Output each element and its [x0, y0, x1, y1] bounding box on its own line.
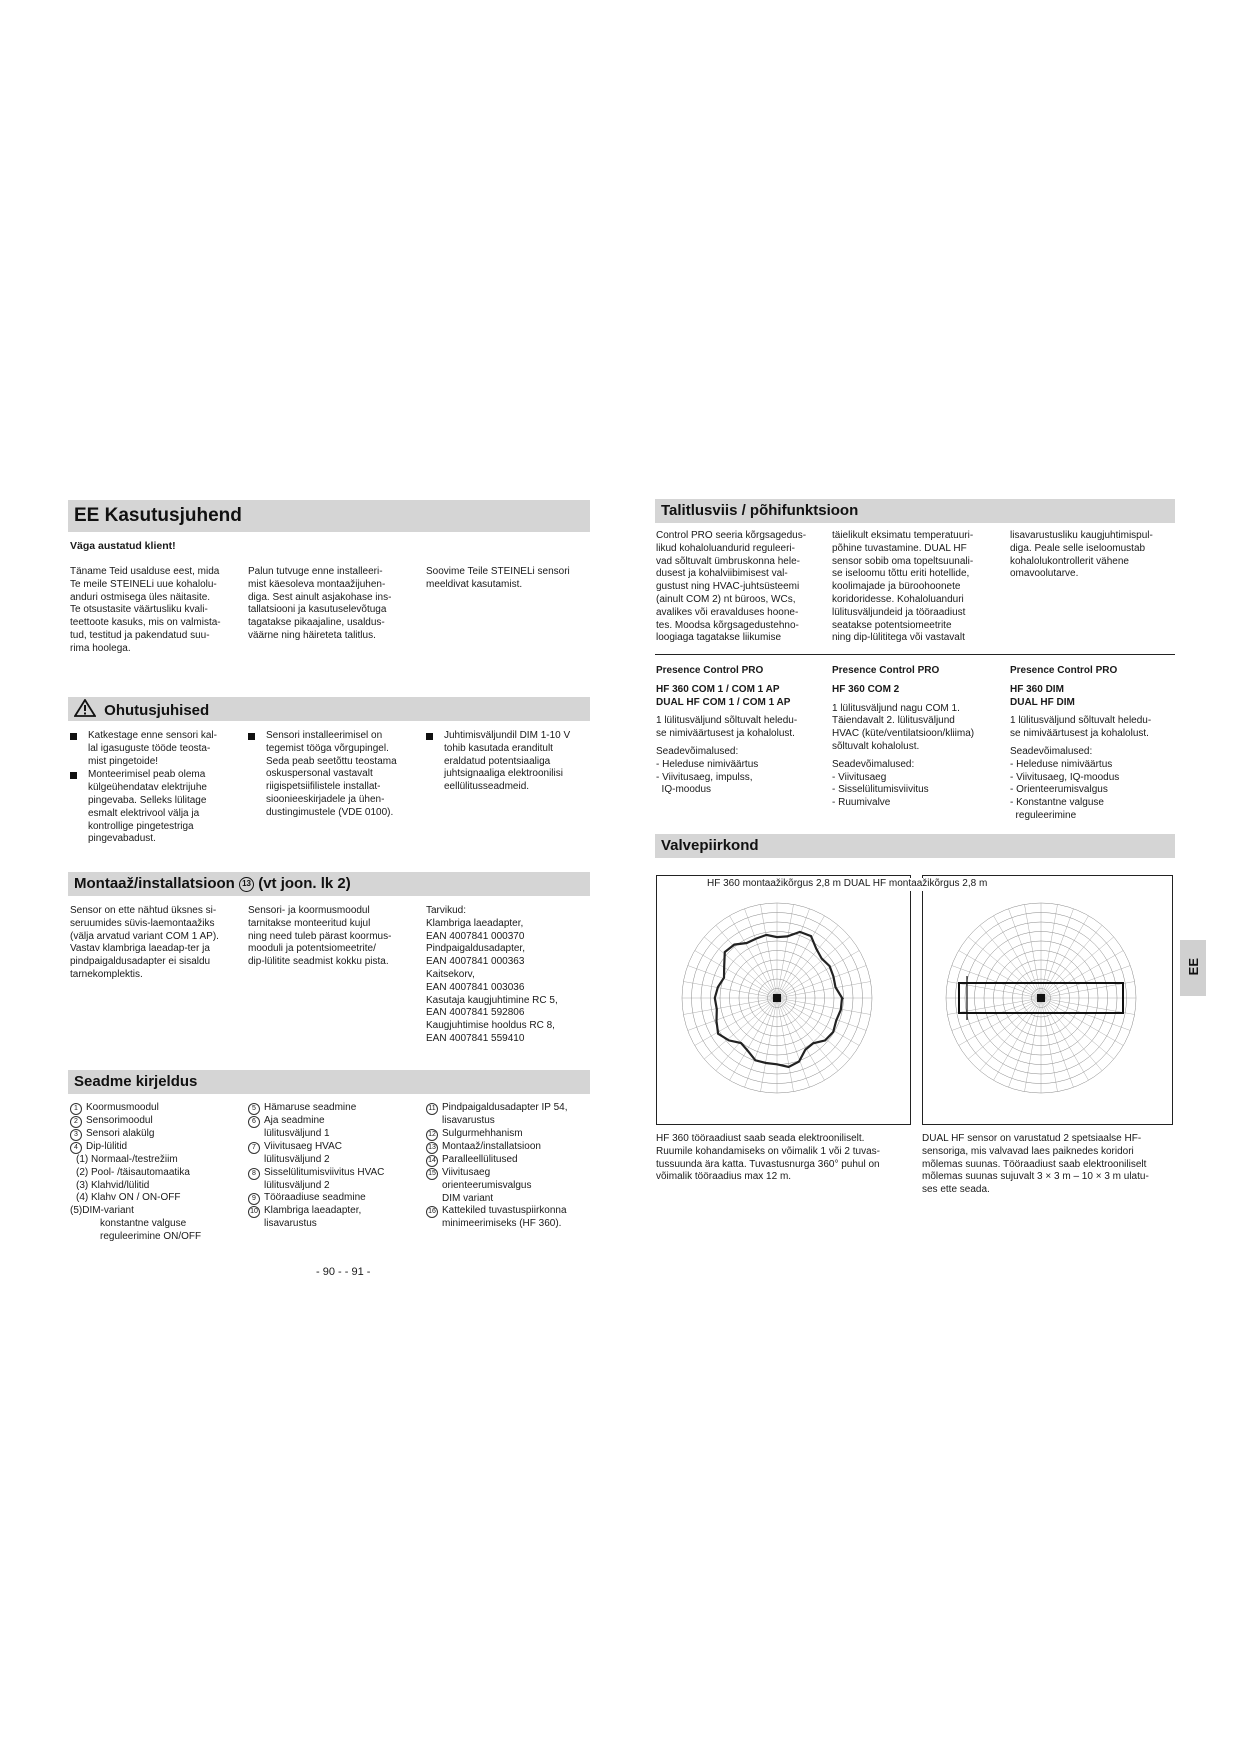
accessories-label: Tarvikud:	[426, 905, 467, 916]
detection-caption: HF 360 montaažikõrgus 2,8 m DUAL HF montaažikõrgus 2,8 m	[707, 878, 988, 889]
text-line: seatakse potentsiomeetrite	[832, 619, 952, 631]
variant-col-3	[1010, 665, 1182, 823]
text-line: juhtsignaaliga elektroonilisi	[444, 768, 563, 780]
text-line: tegemist tööga võrgupingel.	[266, 742, 389, 754]
text-line: võimalik tööraadius max 12 m.	[656, 1171, 792, 1183]
text-line: sõltuvalt kohalolust.	[832, 740, 920, 752]
hf360-diagram-box	[656, 875, 911, 1125]
item-number: 14	[426, 1155, 438, 1167]
description-item	[70, 1115, 242, 1128]
item-number: 15	[426, 1168, 438, 1180]
settings-item: IQ-moodus	[656, 784, 712, 796]
item-label: DIM variant	[442, 1192, 494, 1204]
warning-icon	[74, 699, 96, 723]
text-line: pingevabadust.	[88, 833, 156, 845]
text-line: omavoolutarve.	[1010, 568, 1079, 580]
intro-col-3	[426, 566, 596, 592]
item-label: Sisselülitumisviivitus HVAC	[264, 1166, 385, 1178]
sensor-marker	[773, 994, 781, 1002]
description-item	[70, 1218, 242, 1231]
accessory-line: Kasutaja kaugjuhtimine RC 5,	[426, 994, 558, 1006]
description-item	[70, 1192, 242, 1205]
description-item	[248, 1128, 420, 1141]
hf360-polar-diagram	[657, 876, 910, 1124]
safety-col-3	[426, 730, 596, 795]
description-item	[248, 1205, 420, 1218]
function-col-2	[832, 530, 1004, 645]
text-line: lal igasuguste tööde teosta-	[88, 742, 211, 754]
text-line: pingevaba. Selleks lülitage	[88, 794, 207, 806]
install-col-1	[70, 905, 242, 982]
intro-col-1	[70, 566, 240, 656]
variant-col-2	[832, 665, 1004, 810]
text-line: Sensor on ette nähtud üksnes si-	[70, 905, 217, 916]
text-line: tussuunda ära katta. Tuvastusnurga 360° puhul on	[656, 1158, 880, 1170]
item-number: 2	[70, 1116, 82, 1128]
settings-item: - Viivitusaeg	[832, 771, 887, 783]
language-tab: EE	[1180, 940, 1206, 996]
text-line: anduri ostmisega üles näitasite.	[70, 591, 211, 603]
text-line: teettoote kasuks, mis on valmista-	[70, 617, 221, 629]
variant-model: HF 360 COM 1 / COM 1 AP	[656, 683, 780, 695]
item-number: 10	[248, 1206, 260, 1218]
description-item	[70, 1231, 242, 1244]
text-line: ning need tuleb pärast koormus-	[248, 930, 392, 942]
text-line: kontrollige pingetestriga	[88, 820, 194, 832]
text-line: Sensori installeerimisel on	[266, 730, 383, 741]
description-item	[248, 1167, 420, 1180]
description-item	[426, 1102, 598, 1115]
item-label: minimeerimiseks (HF 360).	[442, 1218, 562, 1230]
item-label: (4) Klahv ON / ON-OFF	[76, 1192, 181, 1204]
settings-label: Seadevõimalused:	[656, 745, 739, 757]
install-col-3	[426, 905, 598, 1046]
item-label: Klambriga laeadapter,	[264, 1205, 362, 1217]
item-number: 1	[70, 1103, 82, 1115]
item-label: Montaaž/installatsioon	[442, 1140, 541, 1152]
description-item	[70, 1102, 242, 1115]
description-item	[426, 1128, 598, 1141]
text-line: Te otsustasite väärtusliku kvali-	[70, 604, 208, 616]
description-item	[70, 1205, 242, 1218]
function-col-3	[1010, 530, 1182, 581]
variant-series: Presence Control PRO	[1010, 665, 1118, 676]
text-line: se nimiväärtusest ja kohalolust.	[1010, 728, 1149, 740]
accessory-line: EAN 4007841 592806	[426, 1007, 525, 1019]
text-line: Soovime Teile STEINELi sensori	[426, 566, 570, 577]
description-item	[426, 1218, 598, 1231]
accessory-line: Pindpaigaldusadapter,	[426, 943, 525, 955]
text-line: eraldatud potentsiaaliga	[444, 755, 551, 767]
text-line: HF 360 tööraadiust saab seada elektrooniliselt.	[656, 1133, 865, 1144]
text-line: Katkestage enne sensori kal-	[88, 730, 217, 741]
description-item	[426, 1193, 598, 1206]
text-line: Monteerimisel peab olema	[88, 769, 206, 781]
safety-item	[70, 730, 240, 768]
install-figure-number: 13	[239, 877, 254, 892]
text-line: koolimajade ja büroohoonete	[832, 581, 961, 593]
text-line: tagatakse pikaajaline, usaldus-	[248, 617, 385, 629]
text-line: täielikult eksimatu temperatuuri-	[832, 530, 974, 541]
install-col-2	[248, 905, 420, 969]
function-header: Talitlusviis / põhifunktsioon	[655, 499, 1175, 523]
text-line: mõlemas suunas sujuvalt 3 × 3 m – 10 × 3 m ulatu-	[922, 1171, 1149, 1183]
item-label: Sensorimoodul	[86, 1115, 153, 1126]
item-indent	[248, 1128, 264, 1141]
text-line: dip-lülitite seadmist kokku pista.	[248, 956, 389, 968]
text-line: tarnitakse monteeritud kujul	[248, 917, 371, 929]
variant-series: Presence Control PRO	[832, 665, 940, 676]
text-line: tud, testitud ja pakendatud suu-	[70, 629, 210, 641]
item-number: 9	[248, 1193, 260, 1205]
settings-item: - Heleduse nimiväärtus	[1010, 758, 1113, 770]
text-line: Palun tutvuge enne installeeri-	[248, 566, 383, 577]
description-item	[248, 1154, 420, 1167]
item-label: lülitusväljund 1	[264, 1128, 330, 1139]
text-line: Seda peab seetõttu teostama	[266, 755, 397, 767]
item-label: Aja seadmine	[264, 1115, 325, 1126]
text-line: Te meile STEINELi uue kohalolu-	[70, 578, 217, 590]
text-line: Ruumile kohandamiseks on võimalik 1 või 2 tuvas-	[656, 1145, 880, 1157]
text-line: lülitusväljundeid ja tööraadiust	[832, 606, 966, 618]
item-label: lisavarustus	[264, 1218, 317, 1230]
dualhf-polar-diagram	[923, 876, 1172, 1124]
accessory-line: EAN 4007841 000370	[426, 930, 525, 942]
text-line: vad sõltuvalt ümbruskonna hele-	[656, 555, 800, 567]
item-label: (5)DIM-variant	[70, 1205, 134, 1217]
description-item	[70, 1128, 242, 1141]
item-label: Pindpaigaldusadapter IP 54,	[442, 1102, 568, 1113]
text-line: mõlemas suunas. Tööraadiust saab elektrooniliselt	[922, 1158, 1147, 1170]
left-title: EE Kasutusjuhend	[68, 500, 590, 532]
page-numbers: - 90 - - 91 -	[316, 1266, 371, 1278]
settings-item: - Sisselülitumisviivitus	[832, 784, 929, 796]
settings-label: Seadevõimalused:	[1010, 745, 1093, 757]
description-item	[426, 1167, 598, 1180]
item-number: 8	[248, 1168, 260, 1180]
safety-item	[426, 730, 596, 794]
text-line: loogiaga tagatakse liikumise	[656, 632, 782, 644]
item-label: lisavarustus	[442, 1115, 495, 1126]
description-item	[70, 1167, 242, 1180]
accessory-line: EAN 4007841 000363	[426, 956, 525, 968]
description-item	[248, 1141, 420, 1154]
item-number: 7	[248, 1142, 260, 1154]
text-line: sioonieeskirjadele ja ühen-	[266, 793, 385, 805]
variant-col-1	[656, 665, 828, 797]
text-line: mist pingetoide!	[88, 755, 159, 767]
text-line: diga. Sest ainult asjakohase ins-	[248, 591, 392, 603]
text-line: se iseloomu tõttu eriti hotellide,	[832, 568, 970, 580]
description-item	[426, 1180, 598, 1193]
item-label: (1) Normaal-/testrežiim	[76, 1154, 178, 1165]
item-label: Koormusmoodul	[86, 1102, 159, 1113]
item-label: reguleerimine ON/OFF	[100, 1230, 202, 1242]
settings-item: - Ruumivalve	[832, 797, 891, 809]
text-line: riigispetsiifilistele installat-	[266, 781, 381, 793]
text-line: tallatsiooni ja kasutuselevõtuga	[248, 604, 387, 616]
text-line: 1 lülitusväljund sõltuvalt heledu-	[1010, 715, 1152, 727]
description-item	[426, 1205, 598, 1218]
text-line: lisavarustusliku kaugjuhtimispul-	[1010, 530, 1153, 541]
item-number: 13	[426, 1142, 438, 1154]
greeting: Väga austatud klient!	[70, 540, 176, 552]
text-line: sensor sobib oma topeltsuunali-	[832, 555, 974, 567]
description-col-1	[70, 1102, 242, 1244]
detection-header: Valvepiirkond	[655, 834, 1175, 858]
text-line: esmalt elektrivool välja ja	[88, 807, 200, 819]
text-line: Vastav klambriga laeadap-ter ja	[70, 943, 210, 955]
item-label: orienteerumisvalgus	[442, 1179, 532, 1191]
text-line: avalikes või eravalduses hoone-	[656, 606, 799, 618]
safety-item	[248, 730, 418, 820]
text-line: pindpaigaldusadapter ei sisaldu	[70, 956, 211, 968]
safety-header: Ohutusjuhised	[68, 697, 590, 721]
text-line: (välja arvatud variant COM 1 AP).	[70, 930, 219, 942]
text-line: kohalolukontrollerit vähene	[1010, 555, 1129, 567]
description-item	[248, 1115, 420, 1128]
item-label: (2) Pool- /täisautomaatika	[76, 1166, 190, 1178]
accessory-line: EAN 4007841 559410	[426, 1032, 525, 1044]
item-label: Kattekiled tuvastuspiirkonna	[442, 1205, 567, 1217]
text-line: tes. Moodsa kõrgsagedustehno-	[656, 619, 799, 631]
text-line: diga. Peale selle iseloomustab	[1010, 542, 1146, 554]
variant-model: DUAL HF DIM	[1010, 696, 1075, 708]
settings-item: - Viivitusaeg, IQ-moodus	[1010, 771, 1120, 783]
safety-item	[70, 769, 240, 846]
item-label: konstantne valguse	[100, 1217, 187, 1229]
text-line: eellülitusseadmeid.	[444, 781, 530, 793]
text-line: seruumides süvis-laemontaažiks	[70, 917, 215, 929]
settings-label: Seadevõimalused:	[832, 758, 915, 770]
item-indent	[248, 1180, 264, 1193]
text-line: se nimiväärtusest ja kohalolust.	[656, 728, 795, 740]
text-line: koridoridesse. Kohaloluanduri	[832, 593, 964, 605]
settings-item: - Heleduse nimiväärtus	[656, 758, 759, 770]
text-line: sensoriga, mis valvavad laes paiknedes koridori	[922, 1145, 1134, 1157]
description-item	[70, 1154, 242, 1167]
text-line: Täiendavalt 2. lülitusväljund	[832, 715, 955, 727]
item-indent	[248, 1218, 264, 1231]
description-item	[426, 1154, 598, 1167]
item-label: Sensori alakülg	[86, 1128, 155, 1139]
settings-item: - Konstantne valguse	[1010, 797, 1104, 809]
item-label: Viivitusaeg	[442, 1166, 491, 1178]
variant-model: DUAL HF COM 1 / COM 1 AP	[656, 696, 791, 708]
item-label: Dip-lülitid	[86, 1141, 128, 1152]
item-indent	[426, 1180, 442, 1193]
text-line: likud kohaloluandurid reguleeri-	[656, 542, 795, 554]
hf360-description	[656, 1133, 911, 1184]
text-line: ses ette seada.	[922, 1184, 990, 1196]
description-item	[248, 1218, 420, 1231]
accessory-line: Kaitsekorv,	[426, 968, 475, 980]
settings-item: reguleerimine	[1010, 809, 1077, 821]
text-line: Control PRO seeria kõrgsagedus-	[656, 530, 807, 541]
intro-col-2	[248, 566, 418, 643]
item-indent	[248, 1154, 264, 1167]
install-header: Montaaž/installatsioon 13 (vt joon. lk 2)	[68, 872, 590, 896]
text-line: gustust ning HVAC-juhtsüsteemi	[656, 581, 800, 593]
item-label: lülitusväljund 2	[264, 1179, 330, 1191]
function-col-1	[656, 530, 828, 645]
text-line: 1 lülitusväljund sõltuvalt heledu-	[656, 715, 798, 727]
item-number: 12	[426, 1129, 438, 1141]
text-line: meeldivat kasutamist.	[426, 578, 523, 590]
text-line: ning dip-lülititega või vastavalt	[832, 632, 965, 644]
text-line: DUAL HF sensor on varustatud 2 spetsiaalse HF-	[922, 1133, 1142, 1144]
text-line: dusest ja kohalviibimisest val-	[656, 568, 788, 580]
item-number: 6	[248, 1116, 260, 1128]
text-line: 1 lülitusväljund nagu COM 1.	[832, 702, 960, 714]
item-indent	[426, 1115, 442, 1128]
item-label: Hämaruse seadmine	[264, 1102, 357, 1113]
section-divider	[655, 654, 1175, 655]
description-item	[248, 1192, 420, 1205]
description-col-3	[426, 1102, 598, 1231]
description-col-2	[248, 1102, 420, 1231]
variant-series: Presence Control PRO	[656, 665, 764, 676]
text-line: väärne ning häireteta talitlus.	[248, 629, 376, 641]
text-line: tarnekomplektis.	[70, 968, 143, 980]
text-line: Sensori- ja koormusmoodul	[248, 905, 370, 916]
item-number: 11	[426, 1103, 438, 1115]
sensor-marker	[1037, 994, 1045, 1002]
item-label: lülitusväljund 2	[264, 1153, 330, 1165]
item-number: 5	[248, 1103, 260, 1115]
accessory-line: EAN 4007841 003036	[426, 981, 525, 993]
text-line: Juhtimisväljundil DIM 1-10 V	[444, 730, 571, 741]
item-indent	[426, 1218, 442, 1231]
variant-model: HF 360 DIM	[1010, 683, 1064, 695]
text-line: põhine tuvastamine. DUAL HF	[832, 542, 967, 554]
description-item	[70, 1141, 242, 1154]
accessory-line: Klambriga laeadapter,	[426, 917, 524, 929]
item-label: Viivitusaeg HVAC	[264, 1140, 342, 1152]
text-line: külgeühendatav elektrijuhe	[88, 782, 207, 794]
item-label: Tööraadiuse seadmine	[264, 1192, 366, 1204]
item-label: (3) Klahvid/lülitid	[76, 1179, 150, 1191]
dualhf-diagram-box	[922, 875, 1173, 1125]
text-line: tohib kasutada eranditult	[444, 742, 553, 754]
description-item	[248, 1102, 420, 1115]
text-line: (ainult COM 2) nt bürоos, WCs,	[656, 593, 796, 605]
safety-col-2	[248, 730, 418, 821]
text-line: Täname Teid usalduse eest, mida	[70, 566, 220, 577]
text-line: oskuspersonal vastavalt	[266, 768, 373, 780]
description-header: Seadme kirjeldus	[68, 1070, 590, 1094]
item-indent	[426, 1193, 442, 1206]
description-item	[426, 1115, 598, 1128]
text-line: rima hoolega.	[70, 642, 131, 654]
settings-item: - Viivitusaeg, impulss,	[656, 771, 753, 783]
settings-item: - Orienteerumisvalgus	[1010, 784, 1108, 796]
item-number: 4	[70, 1142, 82, 1154]
dualhf-description	[922, 1133, 1177, 1197]
description-item	[426, 1141, 598, 1154]
text-line: dustingimustele (VDE 0100).	[266, 806, 394, 818]
text-line: mooduli ja potentsiomeetrite/	[248, 943, 376, 955]
item-number: 16	[426, 1206, 438, 1218]
variant-model: HF 360 COM 2	[832, 683, 900, 695]
item-label: Paralleellülitused	[442, 1153, 518, 1165]
safety-col-1	[70, 730, 240, 847]
description-item	[70, 1180, 242, 1193]
item-label: Sulgurmehhanism	[442, 1127, 523, 1139]
description-item	[248, 1180, 420, 1193]
accessory-line: Kaugjuhtimise hooldus RC 8,	[426, 1020, 555, 1032]
item-number: 3	[70, 1129, 82, 1141]
text-line: mist käesoleva montaažijuhen-	[248, 578, 386, 590]
text-line: HVAC (küte/ventilatsioon/kliima)	[832, 728, 975, 740]
